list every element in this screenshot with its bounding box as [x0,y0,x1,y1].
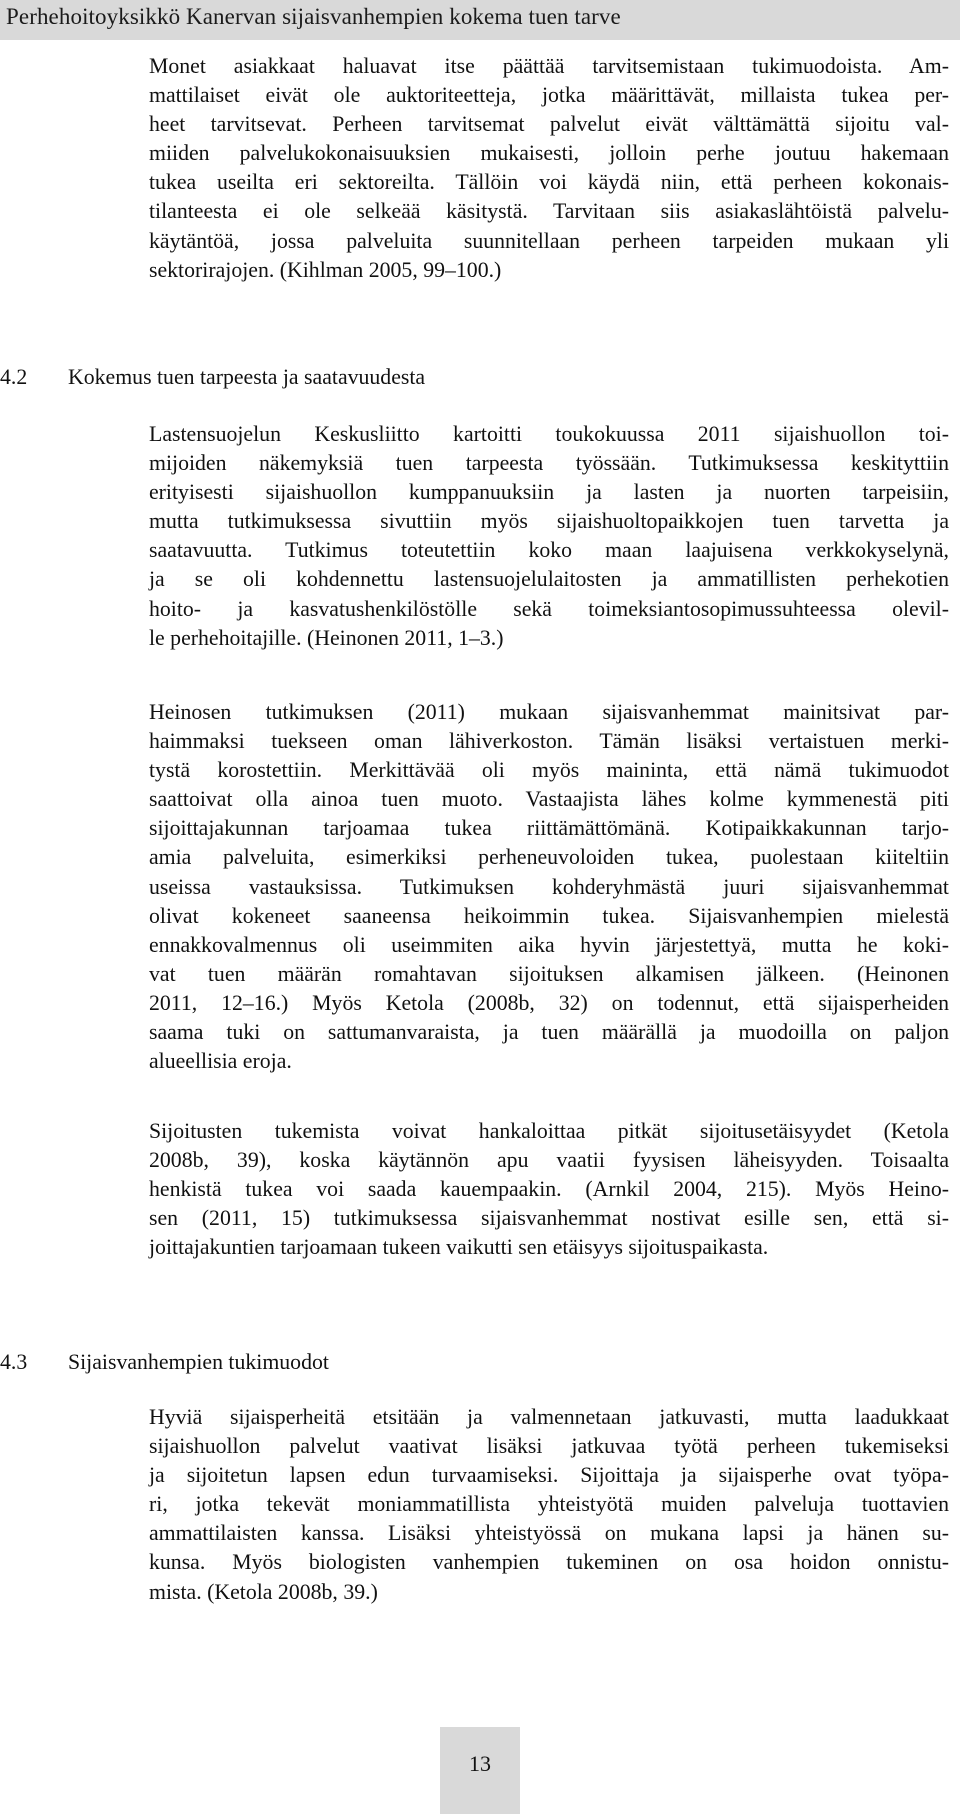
text-line: ennakkovalmennus oli useimmiten aika hyvin järjestettyä, mutta he koki- [149,932,949,957]
text-line: olivat kokeneet saaneensa heikoimmin tukea. Sijaisvanhempien mielestä [149,903,949,928]
text-line: alueellisia eroja. [149,1049,292,1074]
text-line: ri, jotka tekevät moniammatillista yhteistyötä muiden palveluja tuottavien [149,1492,949,1517]
text-line: saatavuutta. Tutkimus toteutettiin koko maan laajuisena verkkokyselynä, [149,538,949,563]
paragraph-4 [149,1117,949,1262]
paragraph-2 [149,420,949,653]
text-line: Heinosen tutkimuksen (2011) mukaan sijaisvanhemmat mainitsivat par- [149,700,949,724]
text-line: useissa vastauksissa. Tutkimuksen kohderyhmästä juuri sijaisvanhemmat [149,874,949,899]
text-line: saama tuki on sattumanvaraista, ja tuen määrällä ja muodoilla on paljon [149,1020,949,1045]
text-line: heet tarvitsevat. Perheen tarvitsemat palvelut eivät välttämättä sijoitu val- [149,112,949,137]
paragraph-1 [149,52,949,285]
section-number: 4.3 [0,1350,28,1374]
text-line: joittajakuntien tarjoamaan tukeen vaikutti sen etäisyys sijoituspaikasta. [149,1235,769,1260]
text-line: amia palveluita, esimerkiksi perheneuvoloiden tukea, puolestaan kiiteltiin [149,845,949,870]
text-line: mijoiden näkemyksiä tuen tarpeesta työssään. Tutkimuksessa keskityttiin [149,451,949,476]
text-line: ja sijoitetun lapsen edun turvaamiseksi. Sijoittaja ja sijaisperhe ovat työpa- [149,1463,949,1488]
text-line: mattilaiset eivät ole auktoriteetteja, jotka määrittävät, millaista tukea per- [149,83,949,108]
text-line: erityisesti sijaishuollon kumppanuuksiin ja lasten ja nuorten tarpeisiin, [149,480,949,505]
section-title: Sijaisvanhempien tukimuodot [68,1350,329,1374]
paragraph-5 [149,1403,949,1607]
text-line: sijoittajakunnan tarjoamaa tukea riittämättömänä. Kotipaikkakunnan tarjo- [149,816,949,841]
page-number: 13 [469,1751,491,1776]
text-line: käytäntöä, jossa palveluita suunnitellaan perheen tarpeiden mukaan yli [149,228,949,253]
text-line: mutta tutkimuksessa sivuttiin myös sijaishuoltopaikkojen tuen tarvetta ja [149,509,949,534]
text-line: Sijoitusten tukemista voivat hankaloittaa pitkät sijoitusetäisyydet (Ketola [149,1119,949,1143]
page-number-box [440,1727,520,1814]
text-line: saattoivat olla ainoa tuen muoto. Vastaajista lähes kolme kymmenestä piti [149,787,949,812]
text-line: tilanteesta ei ole selkeää käsitystä. Tarvitaan siis asiakaslähtöistä palvelu- [149,199,949,224]
text-line: henkistä tukea voi saada kauempaakin. (Arnkil 2004, 215). Myös Heino- [149,1177,949,1202]
text-line: 2011, 12–16.) Myös Ketola (2008b, 32) on todennut, että sijaisperheiden [149,990,949,1015]
text-line: le perhehoitajille. (Heinonen 2011, 1–3.) [149,625,504,650]
text-line: ammattilaisten kanssa. Lisäksi yhteistyössä on mukana lapsi ja hänen su- [149,1521,949,1546]
text-line: tystä korostettiin. Merkittävää oli myös maininta, että nämä tukimuodot [149,758,949,783]
text-line: 2008b, 39), koska käytännön apu vaatii fyysisen läheisyyden. Toisaalta [149,1148,949,1173]
text-line: tukea useilta eri sektoreilta. Tällöin voi käydä niin, että perheen kokonais- [149,170,949,195]
text-line: sektorirajojen. (Kihlman 2005, 99–100.) [149,257,502,282]
text-line: miiden palvelukokonaisuuksien mukaisesti, jolloin perhe joutuu hakemaan [149,141,949,166]
page-header [0,0,960,40]
text-line: sijaishuollon palvelut vaativat lisäksi jatkuvaa työtä perheen tukemiseksi [149,1434,949,1459]
document-title: Perhehoitoyksikkö Kanervan sijaisvanhempien kokema tuen tarve [6,4,621,29]
text-line: kunsa. Myös biologisten vanhempien tukeminen on osa hoidon onnistu- [149,1550,949,1575]
paragraph-3 [149,698,949,1076]
section-title: Kokemus tuen tarpeesta ja saatavuudesta [68,365,426,389]
text-line: Hyviä sijaisperheitä etsitään ja valmennetaan jatkuvasti, mutta laadukkaat [149,1405,949,1429]
text-line: haimmaksi tuekseen oman lähiverkoston. Tämän lisäksi vertaistuen merki- [149,729,949,754]
text-line: Monet asiakkaat haluavat itse päättää tarvitsemistaan tukimuodoista. Am- [149,54,949,78]
text-line: Lastensuojelun Keskusliitto kartoitti toukokuussa 2011 sijaishuollon toi- [149,422,949,446]
text-line: vat tuen määrän romahtavan sijoituksen alkamisen jälkeen. (Heinonen [149,961,949,986]
text-line: ja se oli kohdennettu lastensuojelulaitosten ja ammatillisten perhekotien [149,567,949,592]
text-line: hoito- ja kasvatushenkilöstölle sekä toimeksiantosopimussuhteessa olevil- [149,596,949,621]
text-line: sen (2011, 15) tutkimuksessa sijaisvanhemmat nostivat esille sen, että si- [149,1206,949,1231]
section-number: 4.2 [0,365,28,389]
text-line: mista. (Ketola 2008b, 39.) [149,1579,378,1604]
